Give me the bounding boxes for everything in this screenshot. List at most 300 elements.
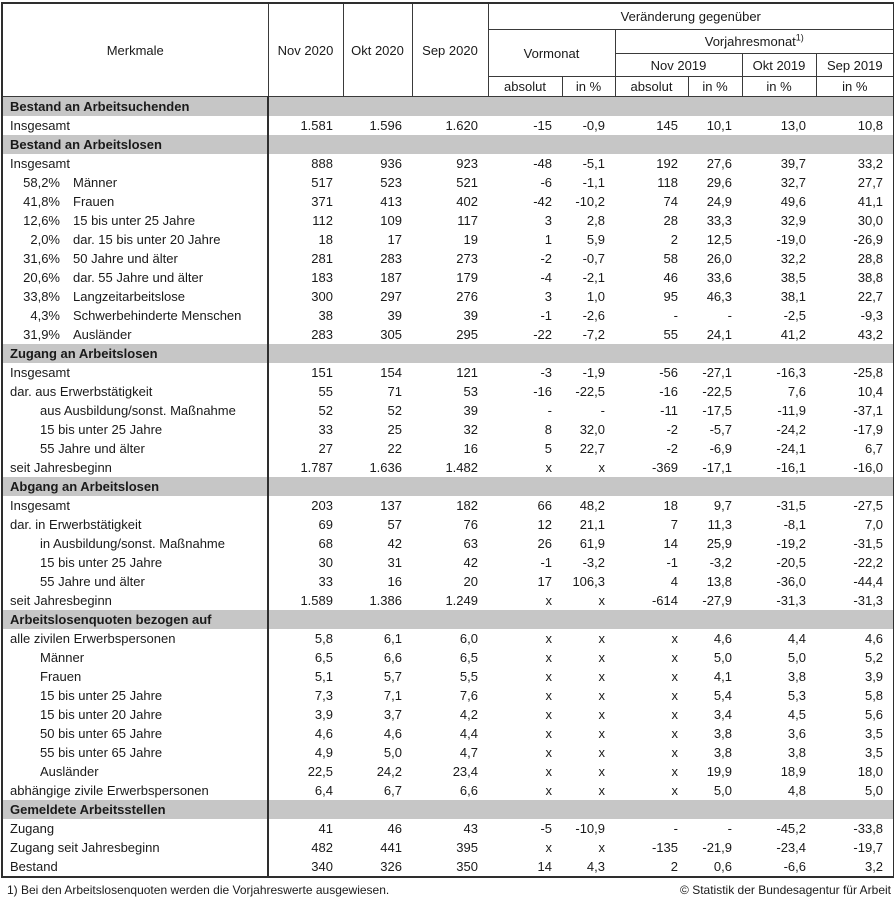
value-cell: 74 (663, 194, 678, 209)
value-cell: 18 (663, 498, 678, 513)
value-cell: 42 (387, 536, 402, 551)
row-label: Insgesamt (10, 156, 70, 171)
value-cell: 46,3 (706, 289, 732, 304)
value-cell: x (671, 707, 678, 722)
value-cell: 340 (311, 859, 333, 874)
value-cell: 3,8 (787, 669, 806, 684)
value-cell: 33,3 (706, 213, 732, 228)
value-cell: 10,8 (857, 118, 884, 133)
value-cell: -22,5 (575, 384, 605, 399)
value-cell: 936 (380, 156, 402, 171)
value-cell: 24,2 (376, 764, 402, 779)
value-cell: 3 (544, 213, 552, 228)
value-cell: 3,8 (713, 745, 732, 760)
value-cell: 39 (463, 308, 478, 323)
value-cell: -25,8 (853, 365, 884, 380)
value-cell: x (598, 707, 605, 722)
value-cell: x (545, 726, 552, 741)
value-cell: 2,8 (586, 213, 605, 228)
value-cell: -27,9 (702, 593, 732, 608)
row-label-cell (2, 363, 268, 382)
value-cell: 20 (463, 574, 478, 589)
value-cell: 11,3 (707, 517, 732, 532)
value-cell: 32,0 (579, 422, 605, 437)
value-cell: x (545, 840, 552, 855)
value-cell: 28,8 (857, 251, 884, 266)
value-cell: 7,6 (787, 384, 806, 399)
value-cell: 31 (387, 555, 402, 570)
value-cell: 521 (456, 175, 478, 190)
row-label-cell (2, 496, 268, 515)
row-label: Insgesamt (10, 118, 70, 133)
col-header-nov2019-inpct: in % (688, 77, 742, 97)
value-cell: -2 (540, 251, 552, 266)
row-label: dar. aus Erwerbstätigkeit (10, 384, 153, 399)
value-cell: 281 (311, 251, 333, 266)
value-cell: 3,9 (864, 669, 884, 684)
value-cell: 5,0 (383, 745, 402, 760)
value-cell: 523 (380, 175, 402, 190)
value-cell: x (598, 669, 605, 684)
value-cell: -33,8 (853, 821, 884, 836)
section-row (2, 97, 894, 117)
value-cell: 154 (380, 365, 402, 380)
table-row (2, 724, 894, 743)
table-row (2, 667, 894, 686)
value-cell: -1 (540, 555, 552, 570)
row-label: Frauen (73, 194, 115, 209)
value-cell: 4,6 (713, 631, 732, 646)
row-label: 15 bis unter 25 Jahre (40, 422, 163, 437)
row-label: alle zivilen Erwerbspersonen (10, 631, 176, 646)
value-cell: 18,9 (780, 764, 806, 779)
value-cell: -5 (540, 821, 552, 836)
row-label-cell (2, 458, 268, 477)
value-cell: - (673, 821, 678, 836)
value-cell: -0,9 (582, 118, 605, 133)
value-cell: 53 (463, 384, 478, 399)
value-cell: -44,4 (853, 574, 884, 589)
row-percent: 31,6% (23, 251, 60, 266)
row-label: 55 Jahre und älter (40, 574, 145, 589)
value-cell: 17 (537, 574, 552, 589)
value-cell: 41 (318, 821, 333, 836)
value-cell: 32,9 (780, 213, 806, 228)
row-label-cell (2, 382, 268, 401)
col-header-merkmale: Merkmale (2, 3, 268, 97)
value-cell: 5,2 (864, 650, 884, 665)
value-cell: 22,7 (579, 441, 605, 456)
value-cell: 95 (663, 289, 678, 304)
value-cell: 283 (311, 327, 333, 342)
value-cell: -31,5 (776, 498, 806, 513)
value-cell: 888 (311, 156, 333, 171)
value-cell: 10,4 (857, 384, 884, 399)
value-cell: 1.636 (369, 460, 402, 475)
section-title: Bestand an Arbeitsuchenden (2, 97, 268, 117)
value-cell: 5,0 (787, 650, 806, 665)
value-cell: 55 (318, 384, 333, 399)
value-cell: -36,0 (776, 574, 806, 589)
value-cell: 3,6 (787, 726, 806, 741)
table-row (2, 401, 894, 420)
value-cell: -0,7 (582, 251, 605, 266)
value-cell: 5,5 (459, 669, 478, 684)
value-cell: x (545, 593, 552, 608)
value-cell: 2 (670, 859, 678, 874)
row-label: Zugang seit Jahresbeginn (10, 840, 160, 855)
value-cell: 5,6 (864, 707, 884, 722)
copyright-text: © Statistik der Bundesagentur für Arbeit (680, 883, 891, 897)
row-label: Männer (73, 175, 118, 190)
row-label: Ausländer (40, 764, 99, 779)
value-cell: x (671, 745, 678, 760)
value-cell: -24,2 (776, 422, 806, 437)
value-cell: x (545, 669, 552, 684)
value-cell: -2 (666, 441, 678, 456)
value-cell: x (671, 783, 678, 798)
value-cell: -2,5 (783, 308, 806, 323)
row-label-cell (2, 420, 268, 439)
section-band (268, 800, 894, 819)
row-label: Männer (40, 650, 85, 665)
value-cell: -5,1 (582, 156, 605, 171)
value-cell: 38,1 (780, 289, 806, 304)
value-cell: -26,9 (853, 232, 884, 247)
value-cell: 117 (457, 213, 478, 228)
row-label: 55 bis unter 65 Jahre (40, 745, 163, 760)
row-label-cell (2, 306, 268, 325)
row-label-cell (2, 667, 268, 686)
value-cell: 4,7 (459, 745, 478, 760)
value-cell: 27,6 (706, 156, 732, 171)
table-row (2, 230, 894, 249)
row-label-cell (2, 192, 268, 211)
value-cell: 5,8 (314, 631, 333, 646)
table-row (2, 192, 894, 211)
value-cell: 12,5 (706, 232, 732, 247)
value-cell: 38,5 (780, 270, 806, 285)
value-cell: 39 (463, 403, 478, 418)
table-row (2, 496, 894, 515)
table-row (2, 420, 894, 439)
value-cell: x (545, 460, 552, 475)
value-cell: -1 (666, 555, 678, 570)
value-cell: 5,0 (864, 783, 884, 798)
row-label: Zugang (10, 821, 55, 836)
value-cell: -42 (533, 194, 552, 209)
row-label-cell (2, 724, 268, 743)
value-cell: 1.787 (300, 460, 333, 475)
table-row (2, 382, 894, 401)
value-cell: -45,2 (776, 821, 806, 836)
table-row (2, 363, 894, 382)
value-cell: 16 (387, 574, 402, 589)
table-body (2, 97, 894, 878)
table-row (2, 705, 894, 724)
col-header-vorjahresmonat (615, 30, 894, 54)
value-cell: 109 (380, 213, 402, 228)
value-cell: -5,7 (709, 422, 732, 437)
table-row (2, 781, 894, 800)
value-cell: 22,7 (857, 289, 884, 304)
value-cell: -19,2 (776, 536, 806, 551)
section-band (268, 610, 894, 629)
value-cell: 413 (380, 194, 402, 209)
value-cell: 69 (318, 517, 333, 532)
row-label: dar. in Erwerbstätigkeit (10, 517, 142, 532)
row-label: 15 bis unter 20 Jahre (40, 707, 163, 722)
value-cell: 6,1 (383, 631, 402, 646)
row-label: 55 Jahre und älter (40, 441, 145, 456)
value-cell: 1.386 (369, 593, 402, 608)
value-cell: 4,9 (314, 745, 333, 760)
value-cell: 27 (318, 441, 333, 456)
col-header-vormonat-absolut: absolut (488, 77, 562, 97)
row-label: dar. 15 bis unter 20 Jahre (73, 232, 221, 247)
section-band (268, 344, 894, 363)
row-percent: 58,2% (23, 175, 60, 190)
value-cell: 22 (387, 441, 402, 456)
value-cell: 3,9 (314, 707, 333, 722)
value-cell: 4,6 (383, 726, 402, 741)
value-cell: -4 (540, 270, 552, 285)
row-label: Schwerbehinderte Menschen (73, 308, 242, 323)
value-cell: 48,2 (579, 498, 605, 513)
row-label: Bestand (10, 859, 58, 874)
value-cell: -11,9 (777, 403, 806, 418)
col-header-nov-2020: Nov 2020 (268, 3, 343, 97)
value-cell: -2,1 (582, 270, 605, 285)
value-cell: -6,9 (709, 441, 732, 456)
value-cell: 6,6 (383, 650, 402, 665)
value-cell: 66 (537, 498, 552, 513)
value-cell: 38 (318, 308, 333, 323)
value-cell: -31,5 (853, 536, 884, 551)
value-cell: -24,1 (776, 441, 806, 456)
value-cell: x (545, 745, 552, 760)
value-cell: 187 (380, 270, 402, 285)
value-cell: 41,2 (780, 327, 806, 342)
value-cell: -16,0 (853, 460, 884, 475)
row-label: aus Ausbildung/sonst. Maßnahme (40, 403, 236, 418)
row-label-cell (2, 838, 268, 857)
row-label-cell (2, 857, 268, 877)
section-row (2, 610, 894, 629)
value-cell: 24,1 (706, 327, 732, 342)
value-cell: -10,2 (575, 194, 605, 209)
row-label-cell (2, 230, 268, 249)
value-cell: 28 (663, 213, 678, 228)
value-cell: 4,4 (459, 726, 478, 741)
value-cell: -31,3 (776, 593, 806, 608)
row-label-cell (2, 762, 268, 781)
value-cell: 112 (312, 213, 333, 228)
row-label-cell (2, 705, 268, 724)
value-cell: 137 (380, 498, 402, 513)
row-label-cell (2, 819, 268, 838)
table-footer (1, 878, 893, 897)
row-percent: 33,8% (23, 289, 60, 304)
value-cell: -22,2 (853, 555, 884, 570)
value-cell: 3,8 (713, 726, 732, 741)
row-label-cell (2, 173, 268, 192)
value-cell: 61,9 (579, 536, 605, 551)
value-cell: 395 (456, 840, 478, 855)
row-label: 50 bis unter 65 Jahre (40, 726, 163, 741)
value-cell: 6,4 (314, 783, 333, 798)
value-cell: 371 (311, 194, 333, 209)
table-row (2, 439, 894, 458)
value-cell: 6,7 (383, 783, 402, 798)
row-percent: 41,8% (23, 194, 60, 209)
value-cell: 182 (456, 498, 478, 513)
value-cell: 1.596 (369, 118, 402, 133)
value-cell: 5,3 (787, 688, 806, 703)
value-cell: 1.581 (300, 118, 333, 133)
value-cell: 58 (663, 251, 678, 266)
value-cell: 19 (463, 232, 478, 247)
value-cell: 32 (463, 422, 478, 437)
value-cell: 441 (380, 840, 402, 855)
value-cell: -2 (666, 422, 678, 437)
value-cell: 68 (318, 536, 333, 551)
value-cell: -37,1 (853, 403, 884, 418)
value-cell: 1.620 (445, 118, 478, 133)
value-cell: 4,6 (314, 726, 333, 741)
value-cell: -6,6 (783, 859, 806, 874)
value-cell: 5,4 (713, 688, 732, 703)
row-label-cell (2, 553, 268, 572)
value-cell: 923 (456, 156, 478, 171)
value-cell: x (671, 764, 678, 779)
row-label-cell (2, 534, 268, 553)
row-percent: 20,6% (23, 270, 60, 285)
value-cell: 41,1 (857, 194, 884, 209)
value-cell: 183 (311, 270, 333, 285)
table-row (2, 211, 894, 230)
row-label-cell (2, 268, 268, 287)
value-cell: 6,6 (459, 783, 478, 798)
value-cell: 517 (311, 175, 333, 190)
value-cell: - (727, 308, 732, 323)
value-cell: -17,1 (702, 460, 732, 475)
col-header-nov-2019: Nov 2019 (615, 54, 742, 77)
row-label-cell (2, 116, 268, 135)
value-cell: 402 (456, 194, 478, 209)
table-row (2, 287, 894, 306)
value-cell: 300 (311, 289, 333, 304)
value-cell: x (598, 631, 605, 646)
row-label-cell (2, 629, 268, 648)
value-cell: 106,3 (572, 574, 605, 589)
row-label-cell (2, 287, 268, 306)
value-cell: -19,7 (853, 840, 884, 855)
value-cell: 57 (387, 517, 402, 532)
row-label: Frauen (40, 669, 82, 684)
value-cell: 3 (544, 289, 552, 304)
value-cell: 19,9 (706, 764, 732, 779)
value-cell: 2 (670, 232, 678, 247)
value-cell: - (600, 403, 605, 418)
value-cell: 326 (380, 859, 402, 874)
value-cell: x (545, 707, 552, 722)
value-cell: -15 (533, 118, 552, 133)
table-row (2, 116, 894, 135)
row-percent: 31,9% (23, 327, 60, 342)
value-cell: -11 (660, 403, 678, 418)
value-cell: 16 (463, 441, 478, 456)
col-header-nov2019-absolut: absolut (615, 77, 688, 97)
value-cell: 23,4 (452, 764, 478, 779)
value-cell: 1,0 (586, 289, 605, 304)
value-cell: 7 (670, 517, 678, 532)
value-cell: x (671, 669, 678, 684)
table-row (2, 325, 894, 344)
row-label: dar. 55 Jahre und älter (73, 270, 204, 285)
table-row (2, 838, 894, 857)
value-cell: x (598, 593, 605, 608)
table-row (2, 762, 894, 781)
value-cell: -48 (533, 156, 552, 171)
value-cell: 17 (387, 232, 402, 247)
row-label-cell (2, 211, 268, 230)
table-row (2, 268, 894, 287)
value-cell: 10,1 (706, 118, 732, 133)
row-label: Insgesamt (10, 365, 70, 380)
value-cell: -19,0 (776, 232, 806, 247)
value-cell: x (598, 650, 605, 665)
table-row (2, 534, 894, 553)
value-cell: x (545, 650, 552, 665)
value-cell: 3,2 (864, 859, 884, 874)
table-row (2, 306, 894, 325)
value-cell: 6,5 (314, 650, 333, 665)
value-cell: - (727, 821, 732, 836)
vorjahresmonat-label: Vorjahresmonat (704, 34, 796, 49)
value-cell: 5,8 (864, 688, 884, 703)
row-label: in Ausbildung/sonst. Maßnahme (40, 536, 225, 551)
value-cell: 5,9 (586, 232, 605, 247)
value-cell: x (598, 783, 605, 798)
table-row (2, 154, 894, 173)
value-cell: 145 (656, 118, 678, 133)
value-cell: 33,2 (857, 156, 884, 171)
value-cell: -21,9 (702, 840, 732, 855)
section-row (2, 477, 894, 496)
col-header-sep-2020: Sep 2020 (412, 3, 488, 97)
value-cell: 5,0 (713, 783, 732, 798)
value-cell: - (547, 403, 552, 418)
section-row (2, 135, 894, 154)
value-cell: 273 (456, 251, 478, 266)
value-cell: 63 (463, 536, 478, 551)
value-cell: -8,1 (783, 517, 806, 532)
col-header-change-over: Veränderung gegenüber (488, 3, 894, 30)
table-row (2, 249, 894, 268)
table-row (2, 857, 894, 877)
value-cell: x (671, 688, 678, 703)
value-cell: 7,1 (383, 688, 402, 703)
row-percent: 2,0% (30, 232, 60, 247)
section-title: Bestand an Arbeitslosen (2, 135, 268, 154)
value-cell: 4,4 (787, 631, 806, 646)
value-cell: 3,5 (864, 726, 884, 741)
row-label: 15 bis unter 25 Jahre (40, 555, 163, 570)
value-cell: -20,5 (776, 555, 806, 570)
value-cell: 30,0 (857, 213, 884, 228)
row-label: seit Jahresbeginn (10, 460, 112, 475)
